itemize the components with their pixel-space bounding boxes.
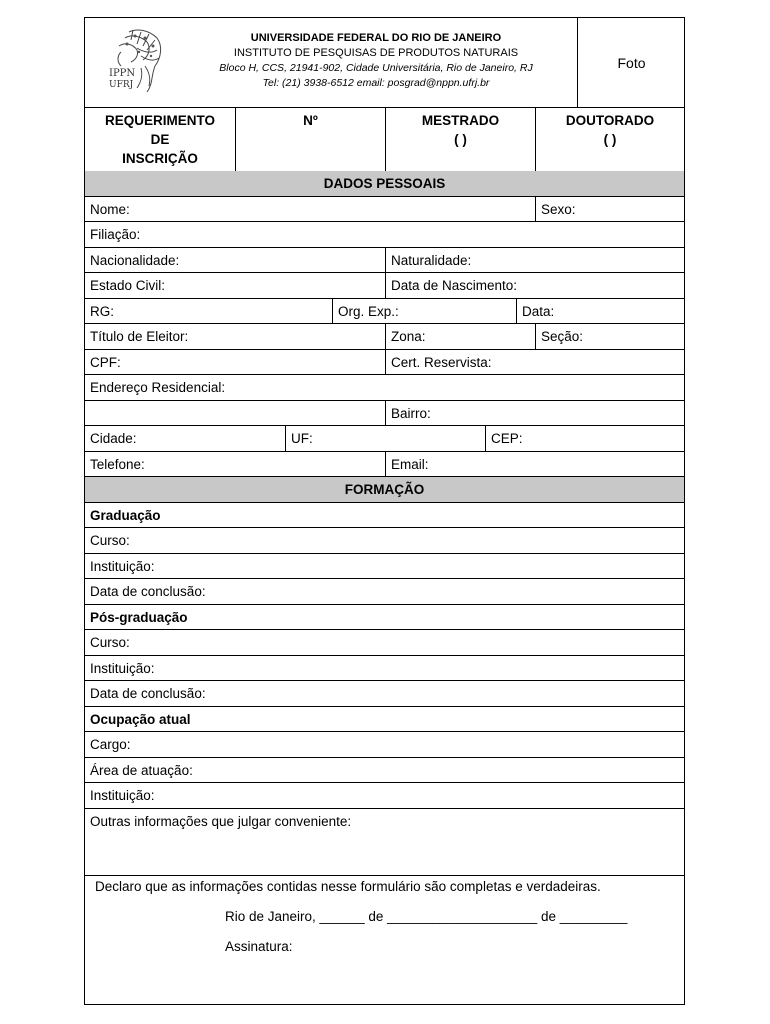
institute-name: INSTITUTO DE PESQUISAS DE PRODUTOS NATURAIS: [233, 47, 519, 59]
endereco-continuation-field[interactable]: [85, 401, 385, 426]
email-field[interactable]: Email:: [385, 452, 684, 477]
row-ocupacao-heading: [85, 707, 684, 733]
naturalidade-field[interactable]: Naturalidade:: [385, 248, 684, 273]
endereco-field[interactable]: Endereço Residencial:: [90, 380, 226, 395]
mestrado-option[interactable]: [385, 108, 535, 171]
row-area-atuacao: [85, 758, 684, 784]
pos-graduacao-heading: Pós-graduação: [90, 609, 188, 625]
section-header-personal: DADOS PESSOAIS: [85, 171, 684, 197]
uf-field[interactable]: UF:: [285, 426, 485, 451]
doutorado-option[interactable]: [535, 108, 684, 171]
row-rg: [85, 299, 684, 325]
row-pos-data: [85, 681, 684, 707]
cert-reservista-field[interactable]: Cert. Reservista:: [385, 350, 684, 375]
signature-line[interactable]: Assinatura:: [225, 939, 293, 954]
request-title-line1: REQUERIMENTO: [104, 113, 215, 128]
data-nascimento-field[interactable]: Data de Nascimento:: [385, 273, 684, 298]
row-grad-curso: [85, 528, 684, 554]
sexo-field[interactable]: Sexo:: [535, 197, 684, 222]
request-number-cell[interactable]: [235, 108, 385, 171]
row-grad-instituicao: [85, 554, 684, 580]
grad-curso-field[interactable]: Curso:: [90, 533, 130, 548]
row-cargo: [85, 732, 684, 758]
row-bairro: [85, 401, 684, 427]
doutorado-label: DOUTORADO: [565, 113, 655, 128]
institute-address: Bloco H, CCS, 21941-902, Cidade Universitária, Rio de Janeiro, RJ: [219, 62, 533, 74]
photo-box: [577, 18, 685, 107]
cargo-field[interactable]: Cargo:: [90, 737, 131, 752]
row-cidade: [85, 426, 684, 452]
titulo-eleitor-field[interactable]: Título de Eleitor:: [90, 329, 189, 344]
org-exp-field[interactable]: Org. Exp.:: [332, 299, 516, 324]
row-telefone: [85, 452, 684, 478]
request-title-line2: DE: [150, 132, 170, 147]
row-cpf: [85, 350, 684, 376]
row-grad-data: [85, 579, 684, 605]
area-atuacao-field[interactable]: Área de atuação:: [90, 762, 193, 778]
row-estado-civil: [85, 273, 684, 299]
row-nome: [85, 197, 684, 223]
pos-instituicao-field[interactable]: Instituição:: [90, 660, 155, 676]
cep-field[interactable]: CEP:: [485, 426, 684, 451]
cpf-field[interactable]: CPF:: [90, 354, 121, 370]
request-title-line3: INSCRIÇÃO: [122, 151, 198, 166]
row-filiacao: [85, 222, 684, 248]
row-outras: [85, 809, 684, 877]
ocupacao-instituicao-field[interactable]: Instituição:: [90, 788, 155, 803]
row-nacionalidade: [85, 248, 684, 274]
form-header: [85, 18, 684, 108]
row-pos-instituicao: [85, 656, 684, 682]
pos-data-conclusao-field[interactable]: Data de conclusão:: [90, 686, 206, 701]
ippn-ufrj-logo: [107, 26, 167, 98]
rg-field[interactable]: RG:: [90, 303, 115, 319]
estado-civil-field[interactable]: Estado Civil:: [90, 278, 166, 293]
photo-label: Foto: [617, 54, 646, 71]
mestrado-label: MESTRADO: [421, 113, 500, 128]
outras-informacoes-field[interactable]: Outras informações que julgar conveniente:: [90, 813, 352, 829]
doutorado-checkbox[interactable]: ( ): [603, 132, 617, 147]
request-title-cell: [85, 108, 235, 171]
section-header-formation: FORMAÇÃO: [85, 477, 684, 503]
svg-text:UFRJ: UFRJ: [109, 80, 134, 90]
telefone-field[interactable]: Telefone:: [90, 456, 145, 472]
request-number-label: Nº: [303, 113, 318, 128]
nacionalidade-field[interactable]: Nacionalidade:: [90, 252, 180, 268]
grad-instituicao-field[interactable]: Instituição:: [90, 558, 155, 574]
rg-data-field[interactable]: Data:: [516, 299, 684, 324]
graduacao-heading: Graduação: [90, 507, 161, 523]
university-name: UNIVERSIDADE FEDERAL DO RIO DE JANEIRO: [250, 32, 502, 44]
registration-form: [84, 17, 685, 1005]
zona-field[interactable]: Zona:: [385, 324, 535, 349]
row-ocup-instituicao: [85, 783, 684, 809]
svg-text:IPPN: IPPN: [109, 68, 136, 79]
declaration-block: [85, 876, 684, 1004]
declaration-statement: Declaro que as informações contidas nesse formulário são completas e verdadeiras.: [95, 879, 601, 894]
filiacao-field[interactable]: Filiação:: [90, 227, 141, 242]
bairro-field[interactable]: Bairro:: [385, 401, 684, 426]
row-pos-heading: [85, 605, 684, 631]
place-date-line[interactable]: Rio de Janeiro, ______ de ____________________ de _________: [225, 909, 628, 924]
row-pos-curso: [85, 630, 684, 656]
row-endereco: [85, 375, 684, 401]
row-graduacao-heading: [85, 503, 684, 529]
grad-data-conclusao-field[interactable]: Data de conclusão:: [90, 584, 206, 599]
row-titulo-eleitor: [85, 324, 684, 350]
mestrado-checkbox[interactable]: ( ): [454, 132, 467, 147]
institute-contact: Tel: (21) 3938-6512 email: posgrad@nppn.ufrj.br: [262, 77, 490, 89]
institution-block: [175, 31, 577, 91]
ocupacao-heading: Ocupação atual: [90, 711, 191, 727]
pos-curso-field[interactable]: Curso:: [90, 635, 130, 650]
nome-field[interactable]: Nome:: [90, 201, 130, 217]
secao-field[interactable]: Seção:: [535, 324, 684, 349]
cidade-field[interactable]: Cidade:: [90, 431, 137, 446]
request-type-row: [85, 108, 684, 172]
